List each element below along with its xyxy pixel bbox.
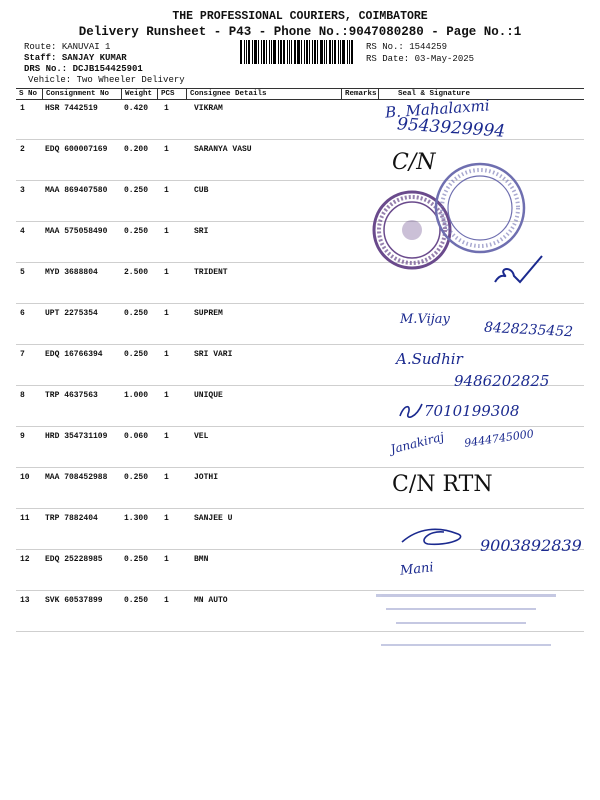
cell-pcs: 1 xyxy=(164,350,169,359)
cell-pcs: 1 xyxy=(164,555,169,564)
rs-date-label: RS Date: xyxy=(366,54,410,64)
barcode-bar xyxy=(287,40,288,64)
cell-weight: 0.250 xyxy=(124,227,149,236)
cell-weight: 0.060 xyxy=(124,432,149,441)
rs-no-line xyxy=(366,42,447,52)
col-divider xyxy=(42,89,43,99)
runsheet-title: Delivery Runsheet - P43 - Phone No.:9047080280 - Page No.:1 xyxy=(78,25,522,39)
cell-consignee: SANJEE U xyxy=(194,514,233,523)
cell-consignee: MN AUTO xyxy=(194,596,228,605)
barcode-bar xyxy=(326,40,327,64)
cell-sno: 1 xyxy=(20,104,25,113)
col-divider xyxy=(341,89,342,99)
barcode-bar xyxy=(278,40,279,64)
col-pcs: PCS xyxy=(161,90,175,98)
barcode-bar xyxy=(304,40,305,64)
col-weight: Weight xyxy=(125,90,153,98)
route-label: Route: xyxy=(24,42,57,52)
barcode-bar xyxy=(312,40,313,64)
cell-consignee: TRIDENT xyxy=(194,268,228,277)
cell-sno: 12 xyxy=(20,555,30,564)
cell-pcs: 1 xyxy=(164,227,169,236)
signature-5-mark xyxy=(490,252,550,288)
cell-consignee: SARANYA VASU xyxy=(194,145,252,154)
cell-pcs: 1 xyxy=(164,309,169,318)
rs-no-label: RS No.: xyxy=(366,42,404,52)
cell-consignment: EDQ 600007169 xyxy=(45,145,108,154)
signature-10: C/N RTN xyxy=(392,472,493,497)
signature-6-phone: 8428235452 xyxy=(483,319,574,341)
barcode-bar xyxy=(246,40,247,64)
signature-11-phone: 9003892839 xyxy=(480,536,582,555)
cell-consignee: UNIQUE xyxy=(194,391,223,400)
cell-pcs: 1 xyxy=(164,432,169,441)
table-row xyxy=(16,426,584,427)
cell-sno: 2 xyxy=(20,145,25,154)
cell-consignee: BMN xyxy=(194,555,209,564)
cell-consignment: MAA 575058490 xyxy=(45,227,108,236)
signature-1-phone: 9543929994 xyxy=(396,114,506,142)
barcode-bar xyxy=(309,40,310,64)
vehicle-line xyxy=(28,75,185,85)
barcode-bar xyxy=(254,40,257,64)
cell-consignee: SRI xyxy=(194,227,209,236)
vehicle-value: Two Wheeler Delivery xyxy=(76,75,185,85)
cell-consignment: HRD 354731109 xyxy=(45,432,108,441)
cell-pcs: 1 xyxy=(164,473,169,482)
col-sno: S No xyxy=(19,90,38,98)
signature-9-phone: 9444745000 xyxy=(463,427,535,450)
route-value: KANUVAI 1 xyxy=(61,42,111,52)
cell-pcs: 1 xyxy=(164,104,169,113)
cell-sno: 3 xyxy=(20,186,25,195)
signature-1-name: B. Mahalaxmi xyxy=(384,96,491,122)
drs-value: DCJB154425901 xyxy=(72,64,143,74)
barcode-bar xyxy=(306,40,308,64)
signature-7-name: A.Sudhir xyxy=(396,350,463,368)
cell-weight: 0.250 xyxy=(124,596,149,605)
barcode-bar xyxy=(258,40,259,64)
cell-weight: 1.000 xyxy=(124,391,149,400)
cell-consignee: SUPREM xyxy=(194,309,223,318)
barcode-bar xyxy=(291,40,292,64)
col-divider xyxy=(186,89,187,99)
barcode-bar xyxy=(261,40,262,64)
signature-7-phone: 9486202825 xyxy=(454,372,550,390)
signature-8-phone: 7010199308 xyxy=(424,402,520,420)
barcode-bar xyxy=(317,40,318,64)
rs-date-value: 03-May-2025 xyxy=(414,54,475,64)
barcode-bar xyxy=(340,40,341,64)
cell-pcs: 1 xyxy=(164,268,169,277)
signature-6-name: M.Vijay xyxy=(400,312,450,327)
table-header-border xyxy=(16,99,584,100)
signature-12: Mani xyxy=(399,560,435,579)
barcode-bar xyxy=(301,40,302,64)
barcode-bar xyxy=(332,40,333,64)
barcode-bar xyxy=(280,40,282,64)
cell-pcs: 1 xyxy=(164,514,169,523)
signature-2: C/N xyxy=(392,150,436,175)
cell-consignee: VIKRAM xyxy=(194,104,223,113)
cell-consignment: UPT 2275354 xyxy=(45,309,98,318)
barcode-bar xyxy=(351,40,353,64)
col-divider xyxy=(121,89,122,99)
barcode-bar xyxy=(252,40,253,64)
barcode-bar xyxy=(244,40,245,64)
col-remarks: Remarks xyxy=(345,90,377,98)
cell-consignment: TRP 7882404 xyxy=(45,514,98,523)
cell-sno: 11 xyxy=(20,514,30,523)
cell-sno: 13 xyxy=(20,596,30,605)
staff-line xyxy=(24,53,127,63)
barcode-bar xyxy=(324,40,325,64)
cell-sno: 10 xyxy=(20,473,30,482)
cell-consignee: VEL xyxy=(194,432,209,441)
cell-sno: 6 xyxy=(20,309,25,318)
table-row xyxy=(16,467,584,468)
faded-seal xyxy=(376,590,556,660)
table-row xyxy=(16,508,584,509)
col-consignment: Consignment No xyxy=(46,90,110,98)
barcode-bar xyxy=(349,40,350,64)
barcode-bar xyxy=(271,40,272,64)
cell-weight: 0.420 xyxy=(124,104,149,113)
cell-consignee: JOTHI xyxy=(194,473,219,482)
barcode-bar xyxy=(283,40,285,64)
cell-pcs: 1 xyxy=(164,391,169,400)
cell-weight: 0.250 xyxy=(124,186,149,195)
barcode-bar xyxy=(297,40,300,64)
cell-sno: 4 xyxy=(20,227,25,236)
bank-stamp xyxy=(432,160,528,256)
cell-weight: 0.200 xyxy=(124,145,149,154)
barcode-bar xyxy=(314,40,316,64)
signature-9-name: Janakiraj xyxy=(389,429,446,457)
cell-sno: 7 xyxy=(20,350,25,359)
barcode xyxy=(240,40,357,64)
route-line xyxy=(24,42,110,52)
cell-pcs: 1 xyxy=(164,186,169,195)
vehicle-label: Vehicle: xyxy=(28,75,72,85)
table-top-border xyxy=(16,88,584,89)
cell-consignment: SVK 60537899 xyxy=(45,596,103,605)
barcode-bar xyxy=(347,40,348,64)
col-consignee: Consignee Details xyxy=(190,90,267,98)
cell-consignment: EDQ 16766394 xyxy=(45,350,103,359)
cell-weight: 0.250 xyxy=(124,473,149,482)
rs-date-line xyxy=(366,54,474,64)
signature-8-mark xyxy=(396,398,426,422)
cell-pcs: 1 xyxy=(164,145,169,154)
barcode-bar xyxy=(240,40,242,64)
col-divider xyxy=(157,89,158,99)
rs-no-value: 1544259 xyxy=(409,42,448,52)
staff-label: Staff: xyxy=(24,53,57,63)
cell-weight: 1.300 xyxy=(124,514,149,523)
barcode-bar xyxy=(320,40,323,64)
staff-value: SANJAY KUMAR xyxy=(61,53,127,63)
barcode-bar xyxy=(248,40,250,64)
company-title: THE PROFESSIONAL COURIERS, COIMBATORE xyxy=(172,10,428,23)
barcode-bar xyxy=(294,40,296,64)
barcode-bar xyxy=(338,40,339,64)
cell-weight: 2.500 xyxy=(124,268,149,277)
barcode-bar xyxy=(273,40,276,64)
drs-label: DRS No.: xyxy=(24,64,68,74)
cell-weight: 0.250 xyxy=(124,350,149,359)
cell-consignee: CUB xyxy=(194,186,209,195)
barcode-bar xyxy=(263,40,265,64)
cell-sno: 8 xyxy=(20,391,25,400)
barcode-bar xyxy=(329,40,331,64)
cell-weight: 0.250 xyxy=(124,309,149,318)
cell-pcs: 1 xyxy=(164,596,169,605)
cell-sno: 9 xyxy=(20,432,25,441)
cell-weight: 0.250 xyxy=(124,555,149,564)
cell-consignment: MYD 3688804 xyxy=(45,268,98,277)
table-row xyxy=(16,303,584,304)
cell-consignee: SRI VARI xyxy=(194,350,233,359)
col-divider xyxy=(378,89,379,99)
cell-sno: 5 xyxy=(20,268,25,277)
col-signature: Seal & Signature xyxy=(398,90,471,98)
cell-consignment: EDQ 25228985 xyxy=(45,555,103,564)
cell-consignment: MAA 708452988 xyxy=(45,473,108,482)
barcode-bar xyxy=(334,40,336,64)
drs-line xyxy=(24,64,143,74)
barcode-bar xyxy=(289,40,290,64)
barcode-bar xyxy=(269,40,270,64)
cell-consignment: MAA 869407580 xyxy=(45,186,108,195)
barcode-bar xyxy=(266,40,267,64)
table-row xyxy=(16,344,584,345)
cell-consignment: TRP 4637563 xyxy=(45,391,98,400)
barcode-bar xyxy=(342,40,345,64)
signature-11-mark xyxy=(398,522,478,550)
cell-consignment: HSR 7442519 xyxy=(45,104,98,113)
